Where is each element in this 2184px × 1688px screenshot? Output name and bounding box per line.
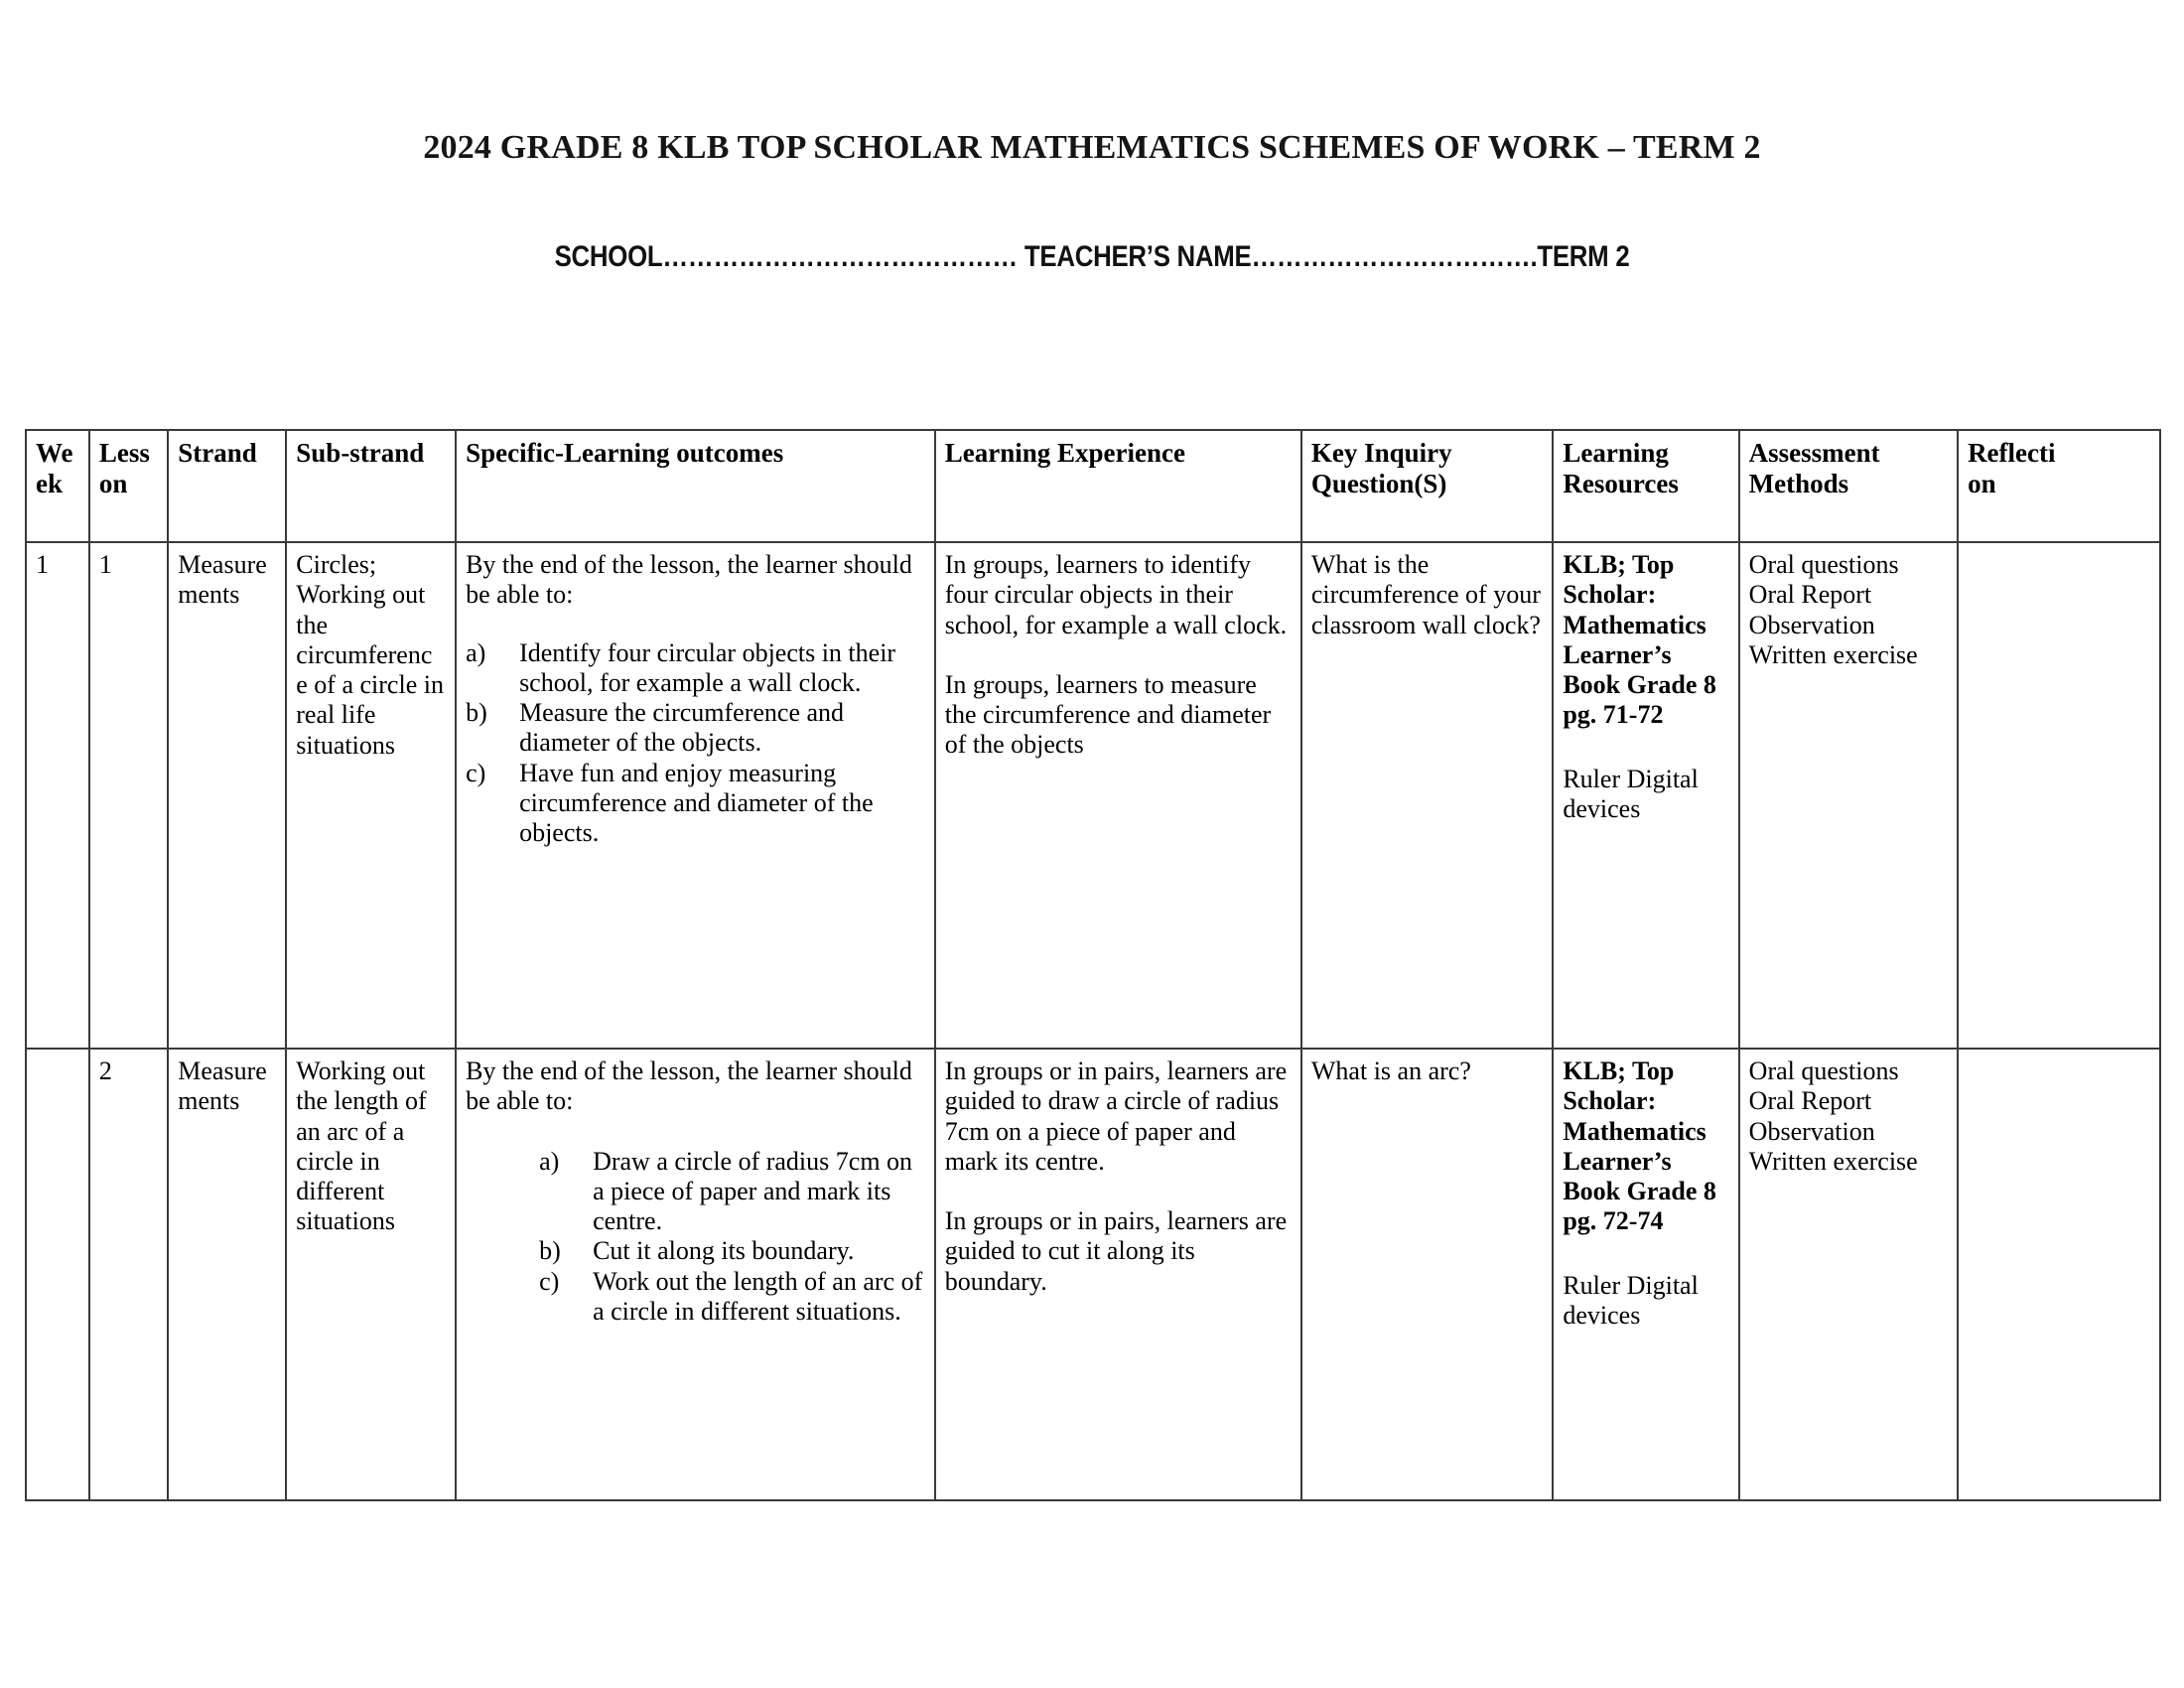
list-item-text: Measure the circumference and diameter of the objects. bbox=[519, 698, 845, 758]
header-substrand-label: Sub-strand bbox=[296, 438, 425, 468]
cell-lesson: 2 bbox=[89, 1049, 168, 1500]
header-am-line1: Assessment bbox=[1748, 438, 1880, 468]
list-item bbox=[539, 1267, 925, 1328]
cell-lesson: 1 bbox=[89, 542, 168, 1049]
page-title: 2024 GRADE 8 KLB TOP SCHOLAR MATHEMATICS SCHEMES OF WORK – TERM 2 bbox=[423, 129, 1761, 166]
list-marker: a) bbox=[539, 1146, 560, 1176]
cell-week bbox=[26, 1049, 89, 1500]
column-header-learning-resources bbox=[1553, 430, 1738, 542]
list-marker: b) bbox=[466, 698, 487, 728]
header-slo-label: Specific-Learning outcomes bbox=[466, 438, 784, 468]
cell-specific-learning-outcomes bbox=[456, 1049, 935, 1500]
column-header-week bbox=[26, 430, 89, 542]
cell-learning-experience bbox=[935, 542, 1301, 1049]
cell-assessment-methods: Oral questions Oral Report Observation Written exercise bbox=[1739, 542, 1958, 1049]
schemes-of-work-table bbox=[25, 429, 2161, 1501]
learning-experience-paragraph: In groups, learners to identify four circular objects in their school, for example a wall clock. bbox=[944, 550, 1288, 639]
page-subtitle: SCHOOL…………………………………… TEACHER’S NAME…………………………….TERM 2 bbox=[554, 240, 1630, 274]
cell-learning-experience bbox=[935, 1049, 1301, 1500]
header-lesson-line1: Less bbox=[98, 438, 150, 468]
cell-learning-resources bbox=[1553, 542, 1738, 1049]
table-row bbox=[26, 1049, 2160, 1500]
list-marker: c) bbox=[539, 1266, 560, 1296]
resource-book-reference: KLB; Top Scholar: Mathematics Learner’s Book Grade 8 pg. 71-72 bbox=[1563, 550, 1716, 730]
slo-lead-in: By the end of the lesson, the learner should be able to: bbox=[466, 550, 912, 610]
header-reflection-line1: Reflecti bbox=[1968, 438, 2056, 468]
resource-materials: Ruler Digital devices bbox=[1563, 764, 1699, 823]
header-lesson-line2: on bbox=[98, 469, 128, 499]
list-item bbox=[539, 1236, 925, 1266]
header-kiq-line2: Question(S) bbox=[1310, 469, 1447, 499]
list-marker: c) bbox=[466, 758, 486, 787]
table-row bbox=[26, 542, 2160, 1049]
list-item-text: Identify four circular objects in their school, for example a wall clock. bbox=[519, 637, 896, 697]
list-marker: b) bbox=[539, 1236, 561, 1266]
header-kiq-line1: Key Inquiry bbox=[1310, 438, 1452, 468]
header-lr-line2: Resources bbox=[1563, 469, 1679, 499]
header-strand-label: Strand bbox=[178, 438, 257, 468]
slo-lead-in: By the end of the lesson, the learner should be able to: bbox=[466, 1056, 912, 1116]
resource-book-reference: KLB; Top Scholar: Mathematics Learner’s Book Grade 8 pg. 72-74 bbox=[1563, 1056, 1716, 1236]
learning-experience-paragraph: In groups or in pairs, learners are guided to draw a circle of radius 7cm on a piece of paper and mark its centre. bbox=[944, 1056, 1288, 1176]
cell-assessment-methods: Oral questions Oral Report Observation Written exercise bbox=[1739, 1049, 1958, 1500]
cell-strand: Measure ments bbox=[168, 1049, 286, 1500]
list-item-text: Cut it along its boundary. bbox=[593, 1236, 855, 1266]
column-header-lesson bbox=[89, 430, 168, 542]
table-header-row bbox=[26, 430, 2160, 542]
list-item bbox=[466, 698, 925, 759]
column-header-key-inquiry-question bbox=[1301, 430, 1553, 542]
learning-experience-paragraph: In groups, learners to measure the circumference and diameter of the objects bbox=[944, 669, 1272, 760]
list-item bbox=[466, 638, 925, 699]
list-item bbox=[466, 759, 925, 849]
cell-learning-resources bbox=[1553, 1049, 1738, 1500]
cell-specific-learning-outcomes bbox=[456, 542, 935, 1049]
list-item-text: Draw a circle of radius 7cm on a piece of paper and mark its centre. bbox=[593, 1146, 913, 1236]
cell-key-inquiry-question: What is the circumference of your classroom wall clock? bbox=[1301, 542, 1553, 1049]
list-marker: a) bbox=[466, 637, 486, 667]
cell-substrand: Circles; Working out the circumferenc e of a circle in real life situations bbox=[286, 542, 456, 1049]
header-learning-experience-label: Learning Experience bbox=[944, 438, 1185, 468]
slo-list bbox=[466, 1147, 925, 1328]
table-body bbox=[26, 542, 2160, 1500]
column-header-strand bbox=[168, 430, 286, 542]
learning-experience-paragraph: In groups or in pairs, learners are guided to cut it along its boundary. bbox=[944, 1206, 1288, 1296]
header-reflection-line2: on bbox=[1968, 469, 1996, 499]
resource-materials: Ruler Digital devices bbox=[1563, 1270, 1699, 1330]
header-week-line1: We bbox=[36, 438, 73, 468]
cell-reflection bbox=[1958, 1049, 2160, 1500]
list-item-text: Work out the length of an arc of a circle in different situations. bbox=[593, 1266, 923, 1326]
header-lr-line1: Learning bbox=[1563, 438, 1669, 468]
cell-strand: Measure ments bbox=[168, 542, 286, 1049]
cell-week: 1 bbox=[26, 542, 89, 1049]
header-am-line2: Methods bbox=[1748, 469, 1849, 499]
schemes-of-work-table-container bbox=[25, 429, 2161, 1501]
list-item-text: Have fun and enjoy measuring circumference and diameter of the objects. bbox=[519, 758, 874, 848]
column-header-learning-experience bbox=[935, 430, 1301, 542]
header-week-line2: ek bbox=[36, 469, 63, 499]
cell-substrand: Working out the length of an arc of a circle in different situations bbox=[286, 1049, 456, 1500]
slo-list bbox=[466, 638, 925, 849]
list-item bbox=[539, 1147, 925, 1237]
column-header-reflection bbox=[1958, 430, 2160, 542]
column-header-substrand bbox=[286, 430, 456, 542]
cell-key-inquiry-question: What is an arc? bbox=[1301, 1049, 1553, 1500]
column-header-assessment-methods bbox=[1739, 430, 1958, 542]
cell-reflection bbox=[1958, 542, 2160, 1049]
column-header-specific-learning-outcomes bbox=[456, 430, 935, 542]
